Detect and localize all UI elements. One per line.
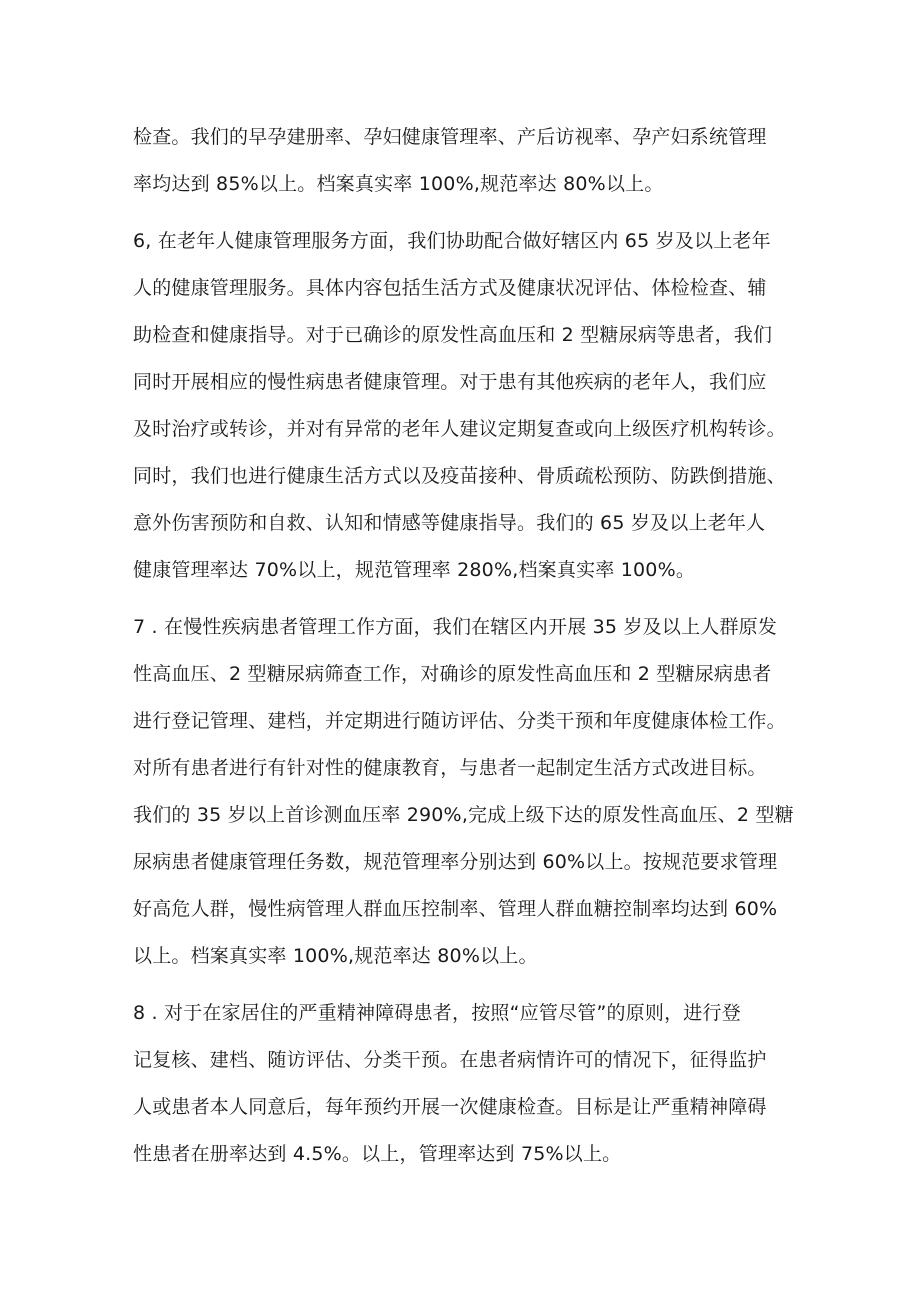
paragraph-spacer	[133, 594, 803, 604]
text-line: 性患者在册率达到 4.5%。以上，管理率达到 75%以上。	[133, 1143, 622, 1165]
paragraph-elderly-health-management	[133, 218, 803, 594]
text-line: 好高危人群，慢性病管理人群血压控制率、管理人群血糖控制率均达到 60%	[133, 898, 778, 920]
text-line: 人的健康管理服务。具体内容包括生活方式及健康状况评估、体检检查、辅	[133, 277, 767, 299]
paragraph-spacer	[133, 980, 803, 990]
paragraph-spacer	[133, 208, 803, 218]
text-line: 同时开展相应的慢性病患者健康管理。对于患有其他疾病的老年人，我们应	[133, 371, 767, 393]
document-body	[133, 114, 803, 1178]
text-line: 进行登记管理、建档，并定期进行随访评估、分类干预和年度健康体检工作。	[133, 710, 786, 732]
text-line: 人或患者本人同意后，每年预约开展一次健康检查。目标是让严重精神障碍	[133, 1096, 767, 1118]
text-line: 我们的 35 岁以上首诊测血压率 290%,完成上级下达的原发性高血压、2 型糖	[133, 804, 794, 826]
text-line: 率均达到 85%以上。档案真实率 100%,规范率达 80%以上。	[133, 173, 664, 195]
text-line: 以上。档案真实率 100%,规范率达 80%以上。	[133, 945, 538, 967]
text-line: 对所有患者进行有针对性的健康教育，与患者一起制定生活方式改进目标。	[133, 757, 767, 779]
text-line: 6, 在老年人健康管理服务方面，我们协助配合做好辖区内 65 岁及以上老年	[133, 230, 771, 252]
text-line: 记复核、建档、随访评估、分类干预。在患者病情许可的情况下，征得监护	[133, 1049, 767, 1071]
text-line: 8 . 对于在家居住的严重精神障碍患者，按照“应管尽管”的原则，进行登	[133, 1002, 741, 1024]
text-line: 性高血压、2 型糖尿病筛查工作，对确诊的原发性高血压和 2 型糖尿病患者	[133, 663, 772, 685]
text-line: 及时治疗或转诊，并对有异常的老年人建议定期复查或向上级医疗机构转诊。	[133, 418, 786, 440]
text-line: 同时，我们也进行健康生活方式以及疫苗接种、骨质疏松预防、防跌倒措施、	[133, 465, 786, 487]
text-line: 尿病患者健康管理任务数，规范管理率分别达到 60%以上。按规范要求管理	[133, 851, 778, 873]
text-line: 健康管理率达 70%以上，规范管理率 280%,档案真实率 100%。	[133, 559, 696, 581]
text-line: 助检查和健康指导。对于已确诊的原发性高血压和 2 型糖尿病等患者，我们	[133, 324, 773, 346]
paragraph-chronic-disease-management	[133, 604, 803, 980]
paragraph-severe-mental-disorder-management	[133, 990, 803, 1178]
text-line: 意外伤害预防和自救、认知和情感等健康指导。我们的 65 岁及以上老年人	[133, 512, 766, 534]
text-line: 7 . 在慢性疾病患者管理工作方面，我们在辖区内开展 35 岁及以上人群原发	[133, 616, 778, 638]
paragraph-maternal-health-continued	[133, 114, 803, 208]
text-line: 检查。我们的早孕建册率、孕妇健康管理率、产后访视率、孕产妇系统管理	[133, 126, 767, 148]
